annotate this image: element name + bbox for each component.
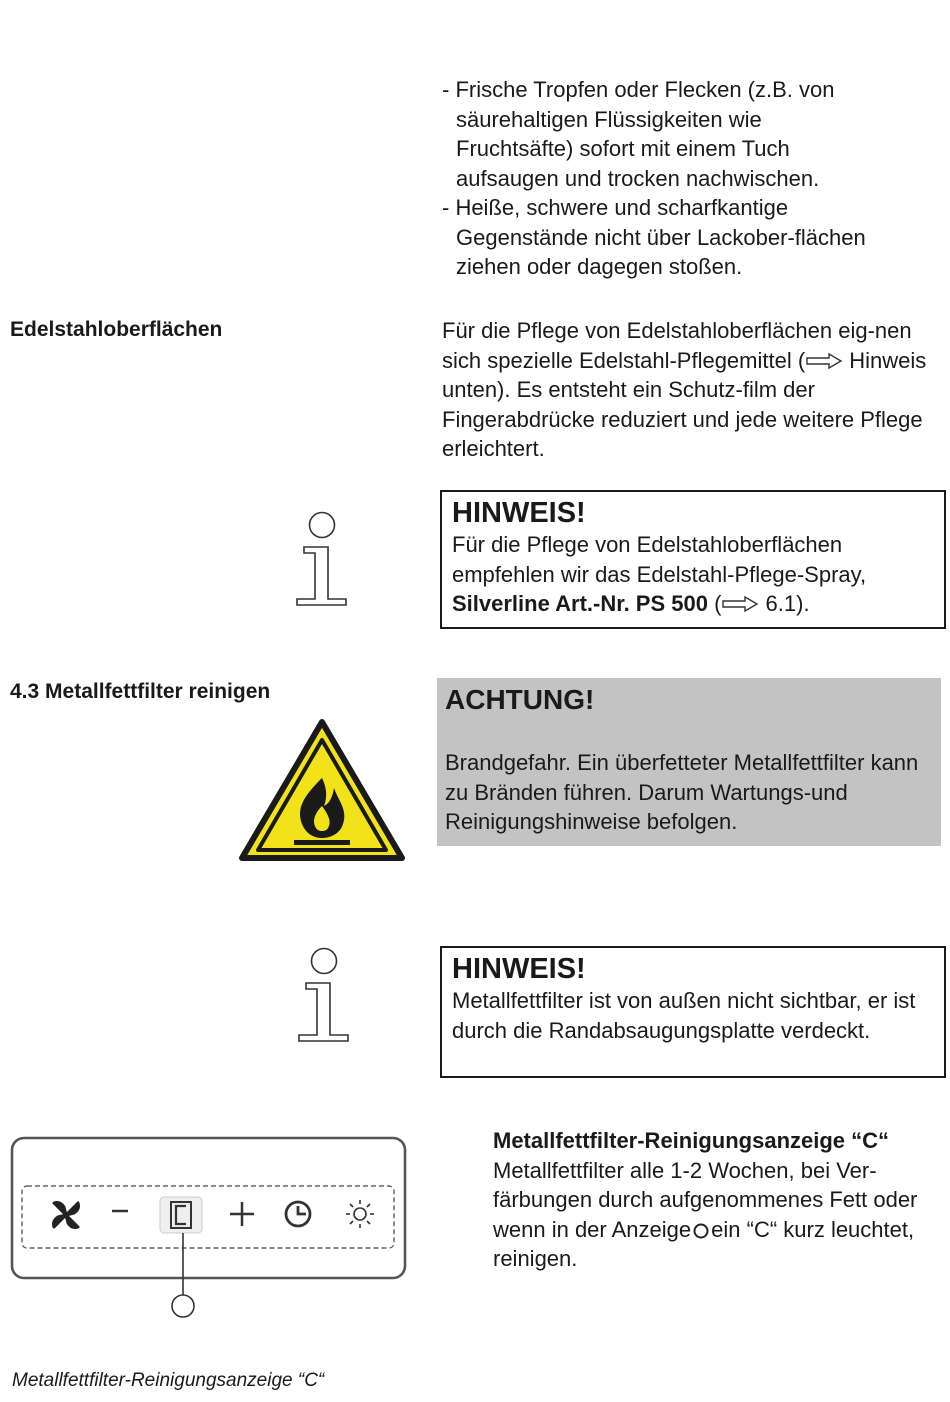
indicator-text-part2: ein “C“ kurz leuchtet, reinigen. bbox=[493, 1216, 915, 1271]
arrow-reference-icon bbox=[721, 596, 759, 612]
hinweis-title: HINWEIS! bbox=[452, 953, 586, 985]
hinweis-text bbox=[452, 530, 934, 619]
section-heading-edelstahl: Edelstahloberflächen bbox=[10, 318, 223, 341]
indicator-heading: Metallfettfilter-Reinigungsanzeige “C“ bbox=[493, 1128, 890, 1153]
callout-circle-icon bbox=[693, 1223, 709, 1239]
bullet-item: - Frische Tropfen oder Flecken (z.B. von säurehaltigen Flüssigkeiten wie Fruchtsäfte) sofort mit einem Tuch aufsaugen und trocken nachwischen. bbox=[442, 77, 835, 191]
info-icon bbox=[296, 946, 352, 1044]
warning-text: Brandgefahr. Ein überfetteter Metallfettfilter kann zu Bränden führen. Darum Wartungs-und Reinigungshinweise befolgen. bbox=[445, 750, 919, 834]
hinweis-box bbox=[440, 946, 946, 1078]
callout-marker bbox=[172, 1295, 194, 1317]
indicator-text-part1: Metallfettfilter alle 1-2 Wochen, bei Ver-färbungen durch aufgenommenes Fett oder wenn in der Anzeige bbox=[493, 1157, 918, 1242]
hinweis-box bbox=[440, 490, 946, 629]
fire-warning-icon bbox=[238, 716, 406, 864]
indicator-description bbox=[493, 1126, 938, 1274]
edelstahl-text-part2: Hinweis unten). Es entsteht ein Schutz-film der Fingerabdrücke reduziert und jede weitere Pflege erleichtert. bbox=[442, 347, 927, 461]
edelstahl-text-part1: Für die Pflege von Edelstahloberflächen eig-nen sich spezielle Edelstahl-Pflegemittel ( bbox=[442, 318, 912, 373]
arrow-reference-icon bbox=[805, 353, 843, 369]
control-panel-illustration bbox=[8, 1134, 410, 1324]
hinweis-text-main: Für die Pflege von Edelstahloberflächen empfehlen wir das Edelstahl-Pflege-Spray, bbox=[452, 532, 867, 587]
filter-c-icon bbox=[160, 1197, 202, 1233]
bullet-item: - Heiße, schwere und scharfkantige Gegenstände nicht über Lackober-flächen ziehen oder dagegen stoßen. bbox=[442, 195, 866, 279]
section-reference: 6.1). bbox=[759, 591, 810, 616]
edelstahl-text bbox=[442, 316, 932, 464]
paren-open: ( bbox=[707, 591, 722, 616]
figure-caption: Metallfettfilter-Reinigungsanzeige “C“ bbox=[12, 1370, 325, 1391]
product-reference: Silverline Art.-Nr. PS 500 bbox=[452, 591, 708, 616]
warning-title: ACHTUNG! bbox=[445, 684, 595, 715]
hinweis-text: Metallfettfilter ist von außen nicht sichtbar, er ist durch die Randabsaugungsplatte verdeckt. bbox=[452, 988, 916, 1043]
hinweis-title: HINWEIS! bbox=[452, 497, 586, 529]
info-icon bbox=[294, 510, 350, 608]
warning-box bbox=[437, 678, 941, 846]
section-heading-metallfettfilter: 4.3 Metallfettfilter reinigen bbox=[10, 680, 271, 703]
intro-text bbox=[442, 75, 882, 282]
